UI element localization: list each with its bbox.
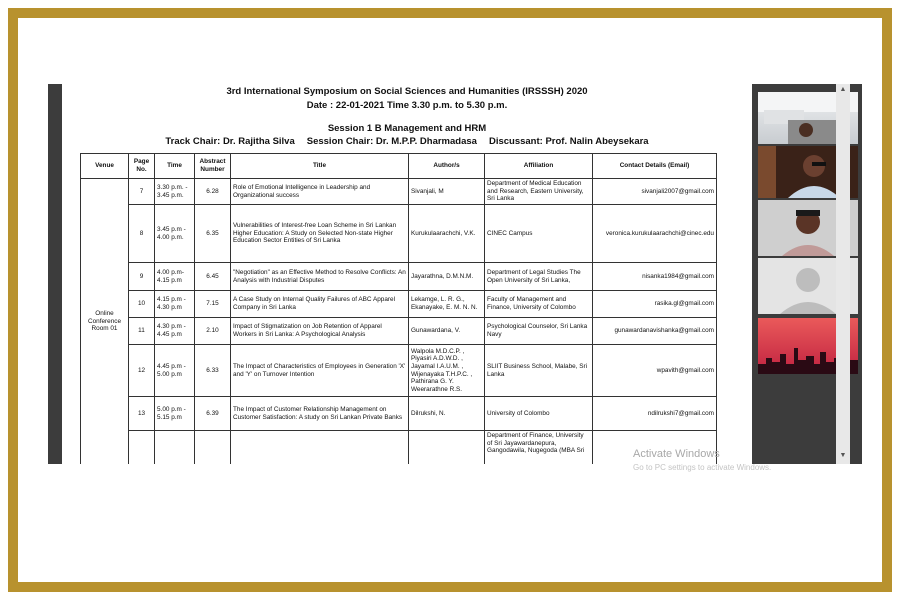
page-cell: 13: [129, 397, 155, 431]
authors-cell: Jayarathna, D.M.N.M.: [409, 263, 485, 291]
date-line: Date : 22-01-2021 Time 3.30 p.m. to 5.30 p.m.: [306, 100, 508, 111]
discussant: Discussant: Prof. Nalin Abeysekara: [488, 136, 649, 147]
time-cell: 3.45 p.m - 4.00 p.m.: [155, 205, 195, 263]
email-cell: gunawardanavishanka@gmail.com: [593, 318, 717, 345]
col-affiliation: Affiliation: [485, 154, 593, 179]
email-cell: veronica.kurukulaarachchi@cinec.edu: [593, 205, 717, 263]
page-cell: 9: [129, 263, 155, 291]
affiliation-cell: Department of Medical Education and Research, Eastern University, Sri Lanka: [485, 179, 593, 205]
page-cell: 8: [129, 205, 155, 263]
table-row: [81, 431, 717, 464]
title-cell: A Case Study on Internal Quality Failures of ABC Apparel Company in Sri Lanka: [231, 291, 409, 318]
table-row: [81, 397, 717, 431]
authors-cell: Kurukulaarachchi, V.K.: [409, 205, 485, 263]
authors-cell: Dilrukshi, N.: [409, 397, 485, 431]
time-cell: [155, 431, 195, 464]
affiliation-cell: Psychological Counselor, Sri Lanka Navy: [485, 318, 593, 345]
table-header-row: [81, 154, 717, 179]
col-venue: Venue: [81, 154, 129, 179]
chairs-line: [62, 136, 752, 147]
title-cell: Impact of Stigmatization on Job Retention of Apparel Workers in Sri Lanka: A Psychological Analysis: [231, 318, 409, 345]
activate-windows-subtext: Go to PC settings to activate Windows.: [633, 463, 772, 472]
affiliation-cell: University of Colombo: [485, 397, 593, 431]
col-email: Contact Details (Email): [593, 154, 717, 179]
time-cell: 5.00 p.m - 5.15 p.m: [155, 397, 195, 431]
email-cell: ndilrukshi7@gmail.com: [593, 397, 717, 431]
time-cell: 4.30 p.m - 4.45 p.m: [155, 318, 195, 345]
track-chair: Track Chair: Dr. Rajitha Silva: [165, 136, 295, 147]
table-row: [81, 318, 717, 345]
email-cell: rasika.gl@gmail.com: [593, 291, 717, 318]
affiliation-cell: Department of Legal Studies The Open University of Sri Lanka,: [485, 263, 593, 291]
abstract-cell: 6.39: [195, 397, 231, 431]
abstract-cell: 6.35: [195, 205, 231, 263]
table-row: [81, 179, 717, 205]
email-cell: wpavith@gmail.com: [593, 345, 717, 397]
session-title: Session 1 B Management and HRM: [327, 123, 487, 134]
page-cell: 11: [129, 318, 155, 345]
page-cell: [129, 431, 155, 464]
authors-cell: Lekamge, L. R. G., Ekanayake, E. M. N. N.: [409, 291, 485, 318]
abstract-cell: 6.45: [195, 263, 231, 291]
abstract-cell: 6.28: [195, 179, 231, 205]
abstract-cell: 6.33: [195, 345, 231, 397]
abstract-cell: 2.10: [195, 318, 231, 345]
time-cell: 4.15 p.m - 4.30 p.m: [155, 291, 195, 318]
symposium-title: 3rd International Symposium on Social Sciences and Humanities (IRSSSH) 2020: [226, 86, 588, 97]
col-time: Time: [155, 154, 195, 179]
abstract-cell: 7.15: [195, 291, 231, 318]
page-cell: 10: [129, 291, 155, 318]
activate-windows-watermark: Activate Windows: [633, 448, 720, 460]
title-cell: [231, 431, 409, 464]
abstract-cell: [195, 431, 231, 464]
col-page: Page No.: [129, 154, 155, 179]
gold-frame: [8, 8, 892, 592]
authors-cell: [409, 431, 485, 464]
email-cell: sivanjali2007@gmail.com: [593, 179, 717, 205]
authors-cell: Walpola M.D.C.P. , Piyasiri A.D.W.D. , Jayamal I.A.U.M. , Wijenayaka T.H.P.C. , Pathirana G. Y. Weerarathne R.S.: [409, 345, 485, 397]
authors-cell: Sivanjali, M: [409, 179, 485, 205]
title-cell: Vulnerabilities of Interest-free Loan Scheme in Sri Lankan Higher Education: A Study on Selected Non-state Higher Education Sector Entities of Sri Lanka: [231, 205, 409, 263]
screen-share: [48, 84, 862, 464]
col-abstract: Abstract Number: [195, 154, 231, 179]
time-cell: 3.30 p.m. - 3.45 p.m.: [155, 179, 195, 205]
frame-inner: [18, 18, 882, 582]
col-authors: Author/s: [409, 154, 485, 179]
session-chair: Session Chair: Dr. M.P.P. Dharmadasa: [306, 136, 477, 147]
vertical-scrollbar[interactable]: [836, 84, 850, 464]
schedule-table: [80, 153, 717, 464]
affiliation-cell: Faculty of Management and Finance, University of Colombo: [485, 291, 593, 318]
document-page: [62, 84, 752, 464]
scroll-down-icon[interactable]: ▼: [839, 452, 847, 459]
email-cell: nisanka1984@gmail.com: [593, 263, 717, 291]
title-cell: The Impact of Characteristics of Employees in Generation 'X' and 'Y' on Turnover Intention: [231, 345, 409, 397]
table-row: [81, 263, 717, 291]
time-cell: 4.00 p.m- 4.15 p.m: [155, 263, 195, 291]
title-cell: The Impact of Customer Relationship Management on Customer Satisfaction: A study on Sri Lankan Private Banks: [231, 397, 409, 431]
affiliation-cell: Department of Finance, University of Sri Jayawardanepura, Gangodawila, Nugegoda (MBA Sri: [485, 431, 593, 464]
time-cell: 4.45 p.m - 5.00 p.m: [155, 345, 195, 397]
col-title: Title: [231, 154, 409, 179]
authors-cell: Gunawardana, V.: [409, 318, 485, 345]
title-cell: "Negotiation" as an Effective Method to Resolve Conflicts: An Analysis with Industrial Disputes: [231, 263, 409, 291]
scroll-up-icon[interactable]: ▲: [839, 86, 847, 93]
table-row: [81, 205, 717, 263]
page-cell: 12: [129, 345, 155, 397]
table-row: [81, 291, 717, 318]
table-row: [81, 345, 717, 397]
venue-cell: Online Conference Room 01: [81, 179, 129, 465]
title-cell: Role of Emotional Intelligence in Leadership and Organizational success: [231, 179, 409, 205]
affiliation-cell: CINEC Campus: [485, 205, 593, 263]
page-cell: 7: [129, 179, 155, 205]
affiliation-cell: SLIIT Business School, Malabe, Sri Lanka: [485, 345, 593, 397]
